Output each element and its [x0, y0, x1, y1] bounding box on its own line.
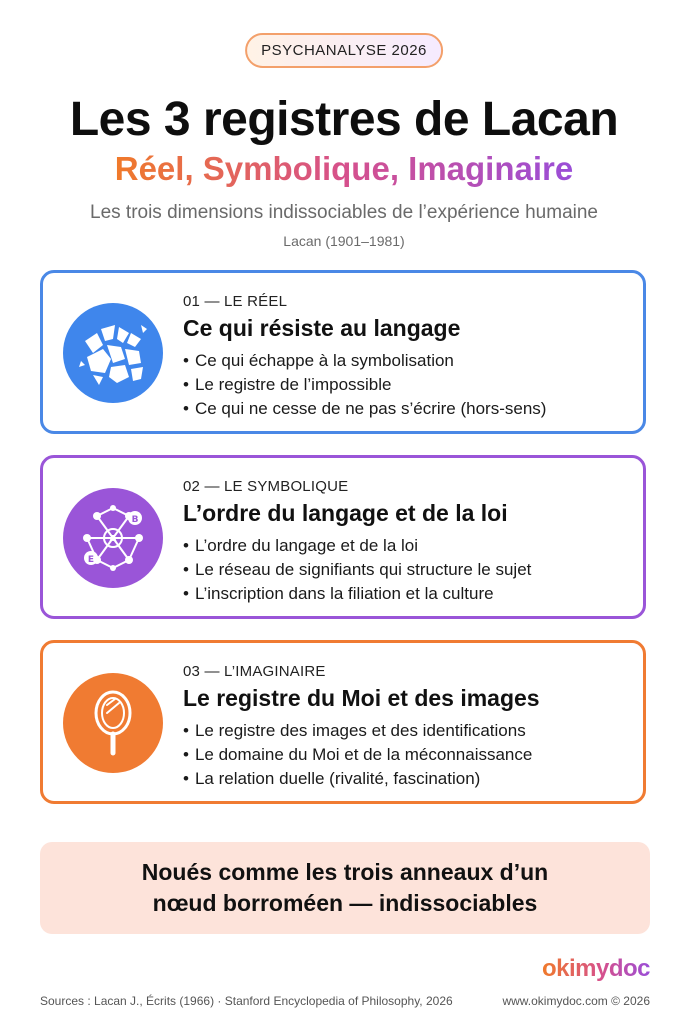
list-item: • La relation duelle (rivalité, fascination): [183, 767, 532, 791]
conclusion-line-2: nœud borroméen — indissociables: [152, 890, 538, 916]
card-points: [183, 719, 532, 791]
svg-text:E: E: [87, 555, 95, 565]
brand-logo: [542, 955, 650, 983]
sources-text: Sources : Lacan J., Écrits (1966) · Stanford Encyclopedia of Philosophy, 2026: [40, 994, 453, 1008]
brand-name: okimydoc: [541, 955, 650, 982]
svg-text:A: A: [109, 534, 117, 545]
list-item: • Le registre de l’impossible: [183, 373, 546, 397]
card-number: 02 — LE SYMBOLIQUE: [183, 478, 349, 495]
lifespan-dates: Lacan (1901–1981): [283, 233, 405, 249]
list-item: • L’ordre du langage et de la loi: [183, 534, 531, 558]
subtitle-text: Réel, Symbolique, Imaginaire: [114, 150, 574, 187]
list-item: • L’inscription dans la filiation et la culture: [183, 582, 531, 606]
card-heading: L’ordre du langage et de la loi: [183, 500, 508, 526]
card-reel: [40, 270, 646, 434]
card-heading: Le registre du Moi et des images: [183, 685, 540, 711]
category-badge: PSYCHANALYSE 2026: [245, 33, 443, 68]
tagline: Les trois dimensions indissociables de l’expérience humaine: [90, 202, 598, 223]
svg-text:B: B: [131, 515, 139, 525]
card-number: 03 — L’IMAGINAIRE: [183, 663, 326, 680]
list-item: • Ce qui ne cesse de ne pas s’écrire (hors-sens): [183, 397, 546, 421]
list-item: • Le domaine du Moi et de la méconnaissance: [183, 743, 532, 767]
conclusion-line-1: Noués comme les trois anneaux d’un: [141, 859, 549, 885]
conclusion-text: [142, 857, 548, 919]
page-title: Les 3 registres de Lacan: [69, 93, 619, 146]
site-url: www.okimydoc.com © 2026: [502, 994, 650, 1008]
list-item: • Le réseau de signifiants qui structure le sujet: [183, 558, 531, 582]
card-points: [183, 349, 546, 421]
card-imaginaire: [40, 640, 646, 804]
hand-mirror-icon: [63, 673, 163, 773]
shattered-fragments-icon: [63, 303, 163, 403]
card-symbolique: [40, 455, 646, 619]
card-number: 01 — LE RÉEL: [183, 293, 288, 310]
card-points: [183, 534, 531, 606]
page-subtitle: [0, 150, 688, 188]
card-heading: Ce qui résiste au langage: [183, 315, 461, 341]
language-network-icon: [63, 488, 163, 588]
list-item: • Le registre des images et des identifications: [183, 719, 532, 743]
conclusion-box: [40, 842, 650, 934]
list-item: • Ce qui échappe à la symbolisation: [183, 349, 546, 373]
